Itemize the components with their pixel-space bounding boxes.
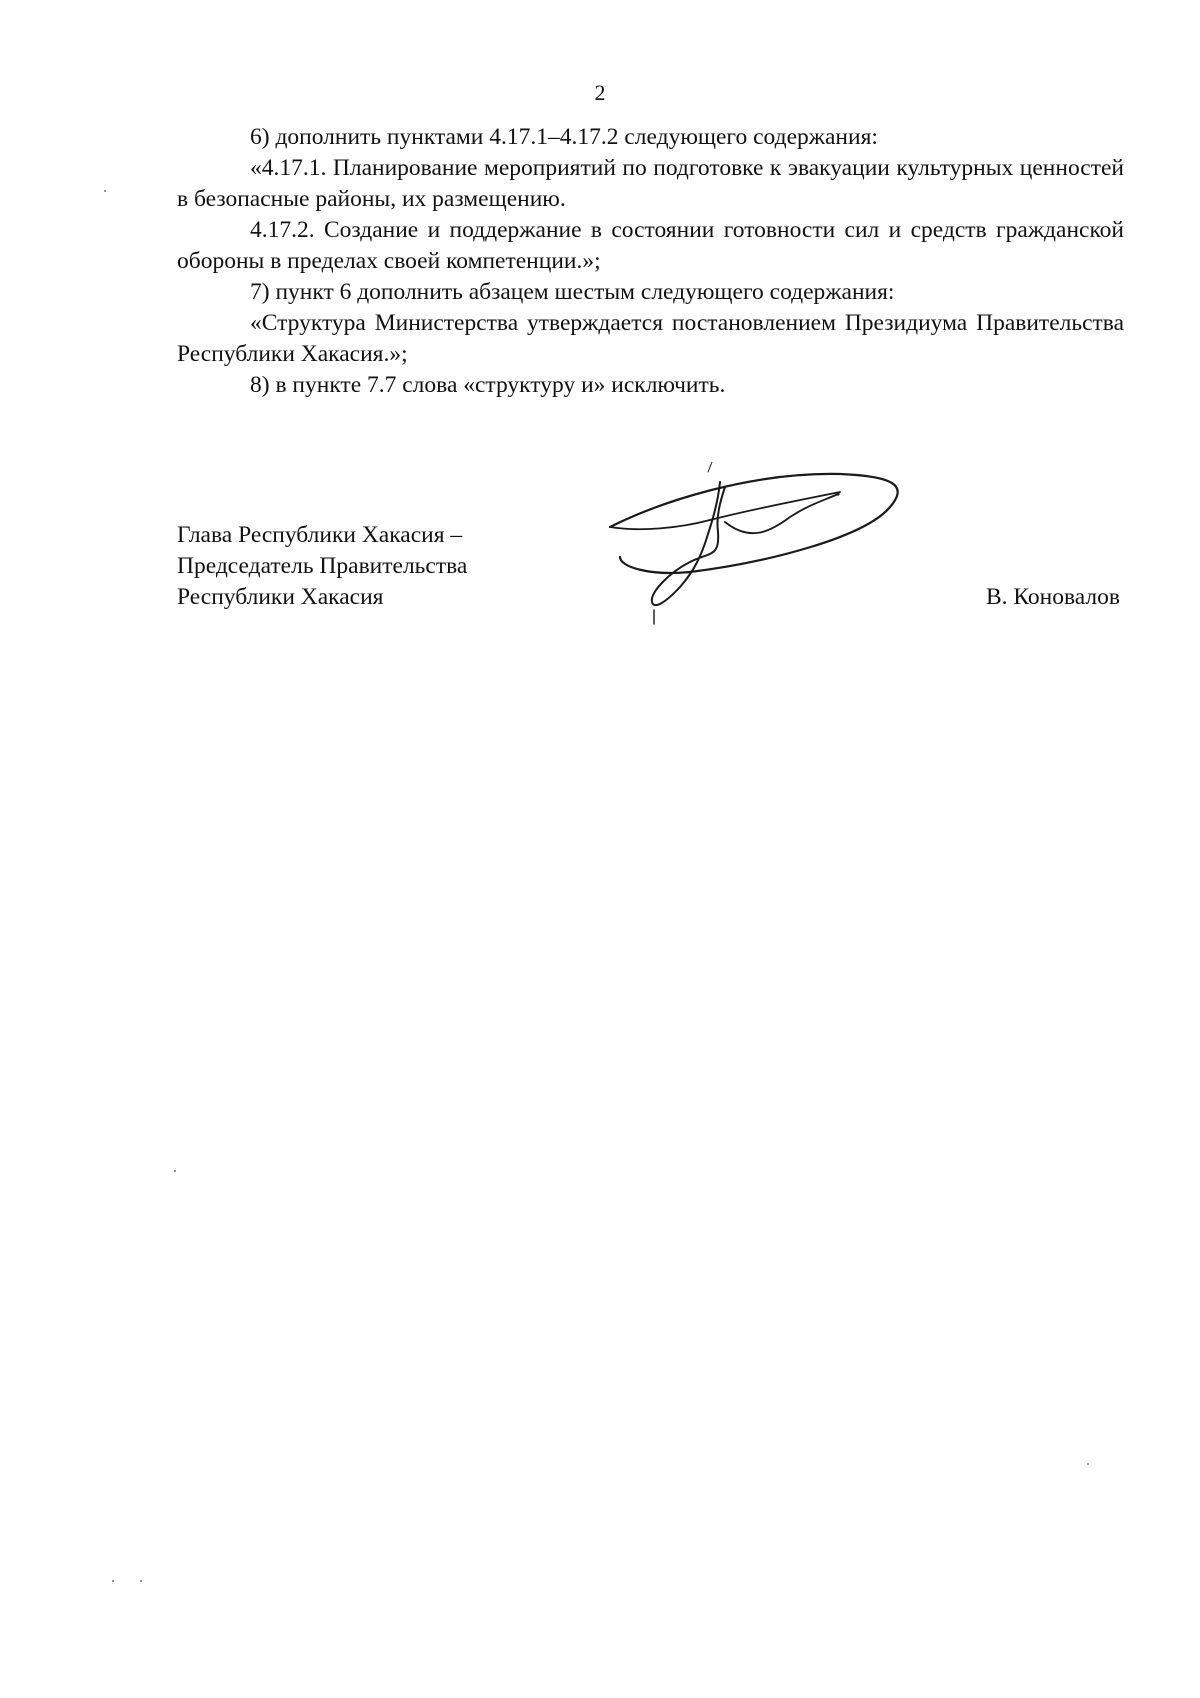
paragraph-structure-quote: «Структура Министерства утверждается постановлением Президиума Правительства Республики Хакасия.»; bbox=[177, 310, 1124, 367]
signatory-position bbox=[177, 520, 467, 613]
scan-speck bbox=[1087, 1463, 1089, 1465]
scan-speck bbox=[174, 1170, 176, 1172]
signer-name: В. Коновалов bbox=[985, 584, 1120, 610]
paragraph-item-6: 6) дополнить пунктами 4.17.1–4.17.2 следующего содержания: bbox=[250, 124, 878, 150]
document-body bbox=[177, 122, 1124, 401]
signatory-position-line: Глава Республики Хакасия – bbox=[177, 522, 463, 548]
handwritten-signature bbox=[600, 462, 910, 632]
page-number: 2 bbox=[594, 80, 606, 105]
paragraph-clause-4-17-2: 4.17.2. Создание и поддержание в состоянии готовности сил и средств гражданской обороны в пределах своей компетенции.»; bbox=[177, 217, 1124, 274]
scan-speck bbox=[140, 1580, 142, 1582]
signatory-position-line: Республики Хакасия bbox=[177, 584, 384, 610]
paragraph-clause-4-17-1: «4.17.1. Планирование мероприятий по подготовке к эвакуации культурных ценностей в безопасные районы, их размещению. bbox=[177, 155, 1124, 212]
paragraph-item-7: 7) пункт 6 дополнить абзацем шестым следующего содержания: bbox=[250, 279, 895, 305]
scan-speck bbox=[104, 190, 106, 192]
signatory-position-line: Председатель Правительства bbox=[177, 553, 468, 579]
scan-speck bbox=[112, 1580, 114, 1582]
paragraph-item-8: 8) в пункте 7.7 слова «структуру и» исключить. bbox=[250, 372, 726, 398]
